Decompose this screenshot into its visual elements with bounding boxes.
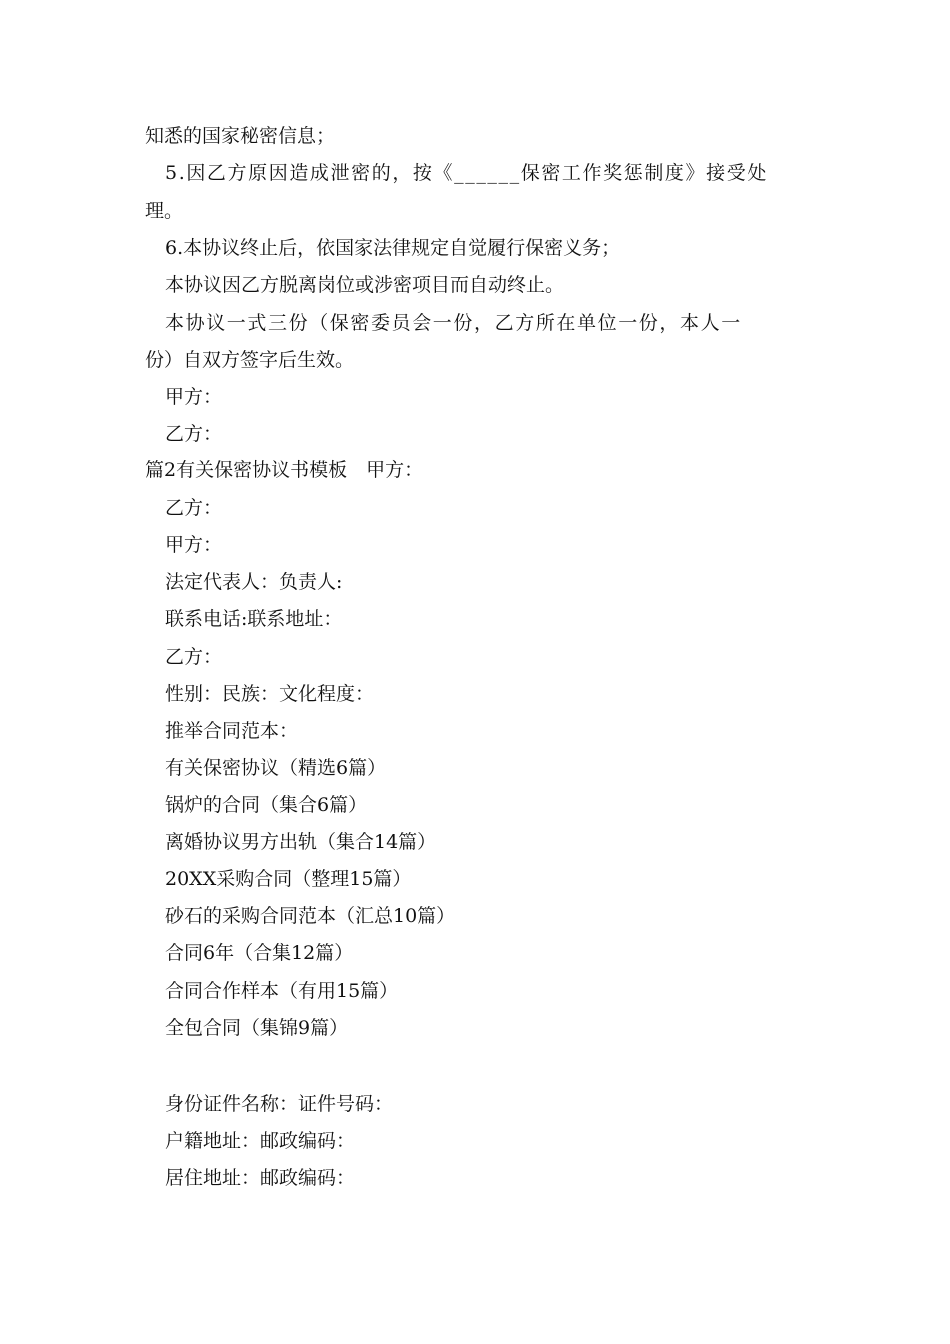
recommended-link[interactable]: 锅炉的合同（集合6篇） <box>165 794 368 816</box>
text-line: 居住地址：邮政编码： <box>165 1167 356 1189</box>
text-line: 本协议因乙方脱离岗位或涉密项目而自动终止。 <box>165 274 565 296</box>
recommended-link[interactable]: 有关保密协议（精选6篇） <box>165 757 387 779</box>
text-line: 身份证件名称：证件号码： <box>165 1093 394 1115</box>
text-line: 乙方： <box>165 497 223 519</box>
text-line: 甲方： <box>165 534 223 556</box>
text-line: 本协议一式三份（保密委员会一份，乙方所在单位一份，本人一 <box>165 312 742 334</box>
text-line: 份）自双方签字后生效。 <box>145 349 355 371</box>
text-line: 法定代表人：负责人: <box>165 571 343 593</box>
text-line: 乙方： <box>165 646 223 668</box>
recommended-link[interactable]: 合同合作样本（有用15篇） <box>165 980 399 1002</box>
text-line: 联系电话:联系地址： <box>165 608 343 630</box>
recommended-link[interactable]: 20XX采购合同（整理15篇） <box>165 868 412 890</box>
text-line: 户籍地址：邮政编码： <box>165 1130 356 1152</box>
text-line: 乙方： <box>165 423 223 445</box>
text-line: 5.因乙方原因造成泄密的，按《______保密工作奖惩制度》接受处 <box>165 162 768 184</box>
text-line: 6.本协议终止后，依国家法律规定自觉履行保密义务； <box>165 237 621 259</box>
text-line: 知悉的国家秘密信息； <box>145 125 336 147</box>
text-line: 推举合同范本： <box>165 720 299 742</box>
text-line: 甲方： <box>165 386 223 408</box>
recommended-link[interactable]: 砂石的采购合同范本（汇总10篇） <box>165 905 456 927</box>
recommended-link[interactable]: 合同6年（合集12篇） <box>165 942 354 964</box>
recommended-link[interactable]: 离婚协议男方出轨（集合14篇） <box>165 831 437 853</box>
recommended-link[interactable]: 全包合同（集锦9篇） <box>165 1017 349 1039</box>
text-line: 性别：民族：文化程度： <box>165 683 375 705</box>
text-line: 理。 <box>145 200 184 222</box>
section-heading: 篇2有关保密协议书模板 甲方： <box>145 459 424 481</box>
